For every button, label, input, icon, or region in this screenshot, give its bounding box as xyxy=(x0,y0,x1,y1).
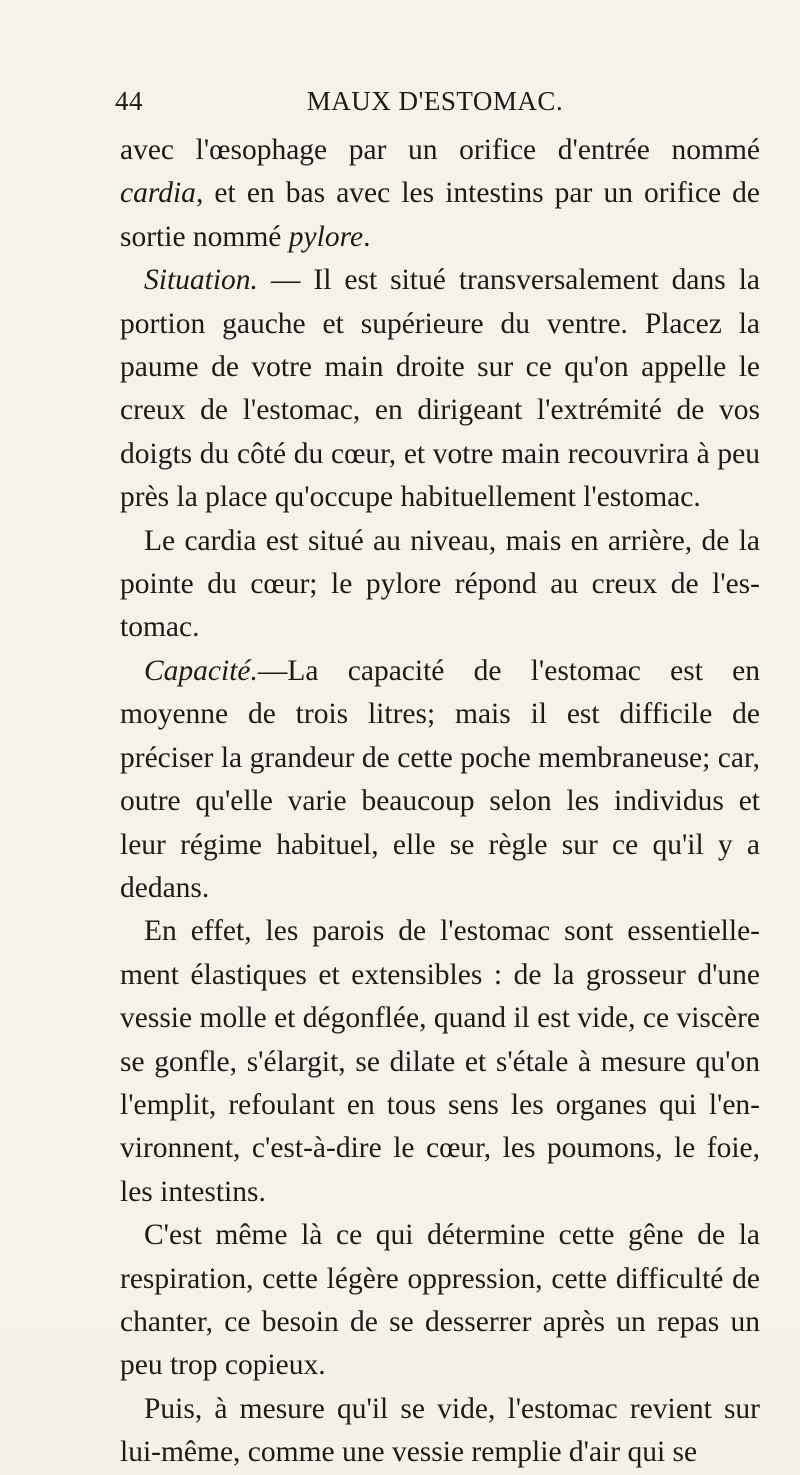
body-text xyxy=(120,129,760,1475)
text-run: En effet, les parois de l'estomac sont essentielle-ment élastiques et extensibles : de la grosseur d'une vessie molle et dégonflée, quand il est vide, ce viscère se gonfle, s'élargit, se dilate et s'étale à mesure qu'on l'emplit, refoulant en tous sens les organes qui l'en-vironnent, c'est-à-dire le cœur, les poumons, le foie, les intestins. xyxy=(120,915,760,1208)
text-run: Le cardia est situé au niveau, mais en arrière, de la pointe du cœur; le pylore répond au creux de l'es-tomac. xyxy=(120,524,760,644)
page-header xyxy=(115,86,755,122)
italic-term: pylore xyxy=(288,220,364,253)
text-run: —La capacité de l'estomac est en moyenne de trois litres; mais il est difficile de préciser la grandeur de cette poche membraneuse; car, outre qu'elle varie beaucoup selon les individus et leur régime habituel, elle se règle sur ce qu'il y a dedans. xyxy=(120,654,760,904)
section-heading: Capacité. xyxy=(144,654,258,687)
page-number: 44 xyxy=(115,86,143,116)
paragraph xyxy=(120,520,760,650)
text-run: avec l'œsophage par un orifice d'entrée nommé xyxy=(120,134,760,166)
paragraph xyxy=(120,1388,760,1475)
paragraph xyxy=(120,129,760,259)
section-heading: Situation. xyxy=(144,264,258,297)
running-title: MAUX D'ESTOMAC. xyxy=(306,86,564,116)
paragraph xyxy=(120,259,760,519)
text-run: Puis, à mesure qu'il se vide, l'estomac revient sur lui-même, comme une vessie remplie d'air qui se xyxy=(120,1392,760,1469)
italic-term: cardia xyxy=(120,177,196,210)
text-run: . xyxy=(363,220,371,253)
text-run: — Il est situé transversalement dans la portion gauche et supérieure du ventre. Placez la paume de votre main droite sur ce qu'on appelle le creux de l'estomac, en dirigeant l'extrémité de vos doigts du côté du cœur, et votre main recouvrira à peu près la place qu'occupe habituellement l'estomac. xyxy=(120,264,760,514)
paragraph xyxy=(120,650,760,910)
text-run: C'est même là ce qui détermine cette gêne de la respiration, cette légère oppression, cette difficulté de chanter, ce besoin de se desserrer après un repas un peu trop copieux. xyxy=(120,1219,760,1382)
paragraph xyxy=(120,910,760,1214)
text-run: , et en bas avec les intestins par un orifice de sortie nommé xyxy=(120,177,760,253)
paragraph xyxy=(120,1214,760,1388)
